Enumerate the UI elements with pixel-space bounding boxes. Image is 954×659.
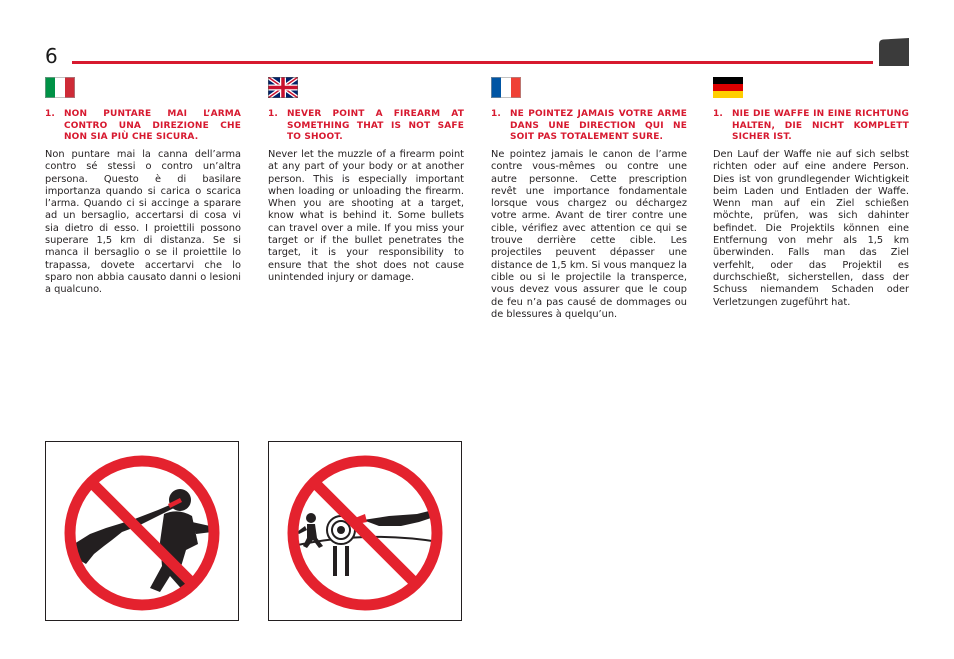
italy-flag-icon — [45, 77, 75, 98]
heading-text: NE POINTEZ JAMAIS VOTRE ARME DANS UNE DIRECTION QUI NE SOIT PAS TOTALEMENT SURE. — [510, 109, 687, 142]
heading-number: 1. — [268, 109, 278, 119]
france-flag-icon — [491, 77, 521, 98]
heading-number: 1. — [491, 109, 501, 119]
heading-text: NIE DIE WAFFE IN EINE RICHTUNG HALTEN, DIE NICHT KOMPLETT SICHER IST. — [732, 109, 909, 142]
body-paragraph: Non puntare mai la canna dell’arma contro sé stessi o contro un’altra persona. Questo è di basilare importanza quando si carica o scarica l’arma. Quando ci si accinge a sparare ad un bersaglio, accertarsi di cosa vi sia dietro di esso. I proiettili possono superare 1,5 km di distanza. Se si manca il bersaglio o se il proiettile lo trapassa, dovete accertarvi che lo sparo non abbia causato danni o lesioni a qualcuno. — [45, 149, 241, 296]
pictogram-no-unsafe-shot — [268, 441, 462, 621]
no-pointing-at-person-icon — [46, 442, 238, 620]
body-paragraph: Den Lauf der Waffe nie auf sich selbst richten oder auf eine andere Person. Dies ist von grundlegender Wichtigkeit beim Laden und Entladen der Waffe. Wenn man auf ein Ziel schießen möchte, prüfen, was sich dahinter befindet. Die Projektils können eine Entfernung von mehr als 1,5 km überwinden. Falls man das Ziel verfehlt, oder das Projektil es durchschießt, sicherstellen, dass der Schuss niemandem Schaden oder Verletzungen zugeführt hat. — [713, 149, 909, 308]
header-rule — [72, 61, 873, 64]
column-english — [268, 77, 464, 284]
body-paragraph: Ne pointez jamais le canon de l’arme contre vous-mêmes ou contre une autre personne. Cette prescription revêt une importance fondamentale lorsque vous chargez ou déchargez votre arme. Avant de tirer contre une cible, vérifiez avec attention ce qui se trouve derrière cette cible. Les projectiles peuvent dépasser une distance de 1,5 km. Si vous manquez la cible ou si le projectile la transperce, vous devez vous assurer que le coup de feu n’a pas causé de dommages ou de blessures à quelqu’un. — [491, 149, 687, 320]
heading-number: 1. — [45, 109, 55, 119]
heading-text: NON PUNTARE MAI L’ARMA CONTRO UNA DIREZIONE CHE NON SIA PIÙ CHE SICURA. — [64, 109, 241, 142]
heading-number: 1. — [713, 109, 723, 119]
column-italian — [45, 77, 241, 297]
section-heading — [713, 109, 909, 145]
uk-flag-icon — [268, 77, 298, 98]
section-heading — [45, 109, 241, 145]
section-heading — [491, 109, 687, 145]
germany-flag-icon — [713, 77, 743, 98]
section-heading — [268, 109, 464, 145]
heading-text: NEVER POINT A FIREARM AT SOMETHING THAT IS NOT SAFE TO SHOOT. — [287, 109, 464, 142]
column-german — [713, 77, 909, 309]
body-paragraph: Never let the muzzle of a firearm point at any part of your body or at another person. This is especially important when loading or unloading the firearm. When you are shooting at a target, know what is behind it. Some bullets can travel over a mile. If you miss your target or if the bullet penetrates the target, it is your responsibility to ensure that the shot does not cause unintended injury or damage. — [268, 149, 464, 283]
column-french — [491, 77, 687, 321]
corner-tab-icon — [879, 38, 909, 66]
no-shooting-without-safe-backstop-icon — [269, 442, 461, 620]
page-number: 6 — [45, 44, 58, 68]
pictogram-no-pointing-at-person — [45, 441, 239, 621]
